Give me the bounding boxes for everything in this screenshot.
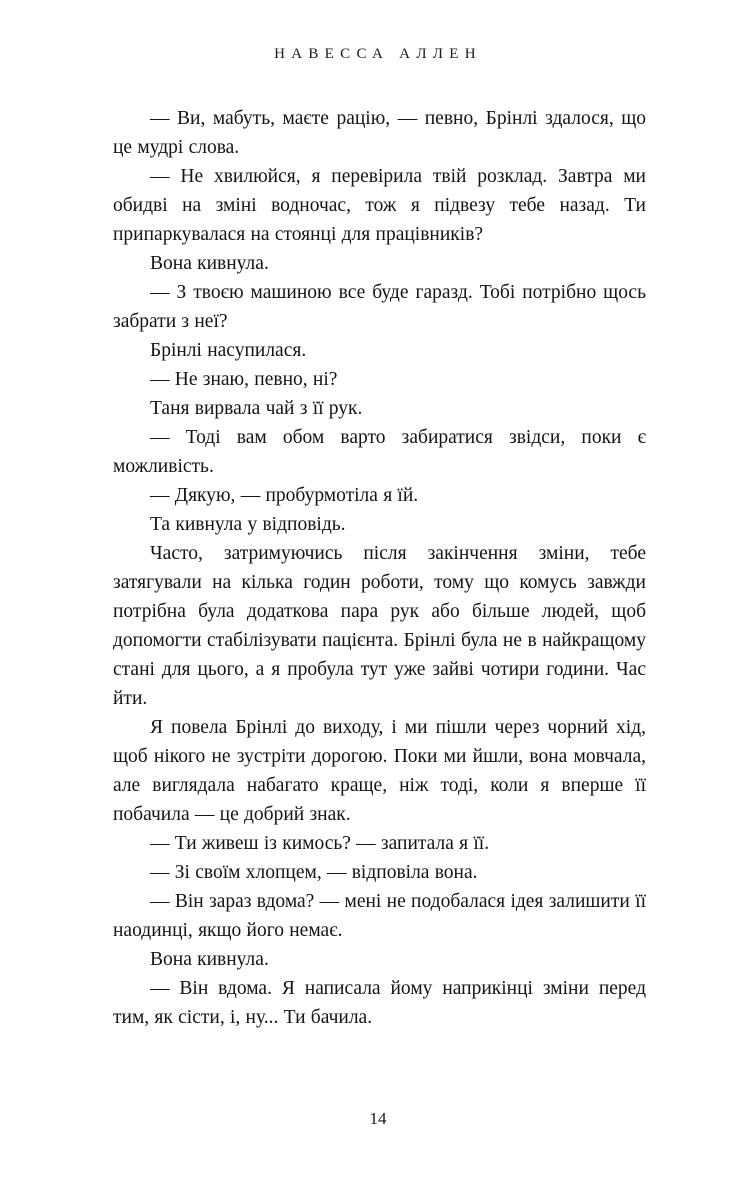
- paragraph: — З твоєю машиною все буде гаразд. Тобі потрібно щось забрати з неї?: [113, 282, 646, 332]
- paragraph: Та кивнула у відповідь.: [150, 514, 346, 535]
- page-number: 14: [369, 1109, 387, 1128]
- running-header-author: НАВЕССА АЛЛЕН: [274, 46, 482, 62]
- paragraph: — Він вдома. Я написала йому наприкінці зміни перед тим, як сісти, і, ну... Ти бачила.: [113, 978, 646, 1028]
- paragraph: — Ви, мабуть, маєте рацію, — певно, Брінлі здалося, що це мудрі слова.: [113, 108, 646, 158]
- paragraph: — Не знаю, певно, ні?: [150, 369, 338, 390]
- paragraph: Таня вирвала чай з її рук.: [150, 398, 363, 419]
- paragraph: Вона кивнула.: [150, 253, 269, 274]
- paragraph: Вона кивнула.: [150, 949, 269, 970]
- page-body-text: [113, 104, 646, 1032]
- paragraph: — Він зараз вдома? — мені не подобалася ідея залишити її наодинці, якщо його немає.: [113, 891, 646, 941]
- paragraph: — Тоді вам обом варто забиратися звідси, поки є можливість.: [113, 427, 646, 477]
- paragraph: Часто, затримуючись після закінчення зміни, тебе затягували на кілька годин роботи, тому що комусь завжди потрібна була додаткова пара рук або більше людей, щоб допомогти стабілізувати пацієнта. Брінлі була не в найкращому стані для цього, а я пробула тут уже зайві чотири години. Час йти.: [113, 543, 646, 709]
- paragraph: — Зі своїм хлопцем, — відповіла вона.: [150, 862, 478, 883]
- paragraph: — Не хвилюйся, я перевірила твій розклад. Завтра ми обидві на зміні водночас, тож я підвезу тебе назад. Ти припаркувалася на стоянці для працівників?: [113, 166, 646, 245]
- paragraph: Брінлі насупилася.: [150, 340, 307, 361]
- paragraph: — Дякую, — пробурмотіла я їй.: [150, 485, 419, 506]
- paragraph: Я повела Брінлі до виходу, і ми пішли через чорний хід, щоб нікого не зустріти дорогою. Поки ми йшли, вона мовчала, але виглядала набагато краще, ніж тоді, коли я вперше її побачила — це добрий знак.: [113, 717, 646, 825]
- paragraph: — Ти живеш із кимось? — запитала я її.: [150, 833, 490, 854]
